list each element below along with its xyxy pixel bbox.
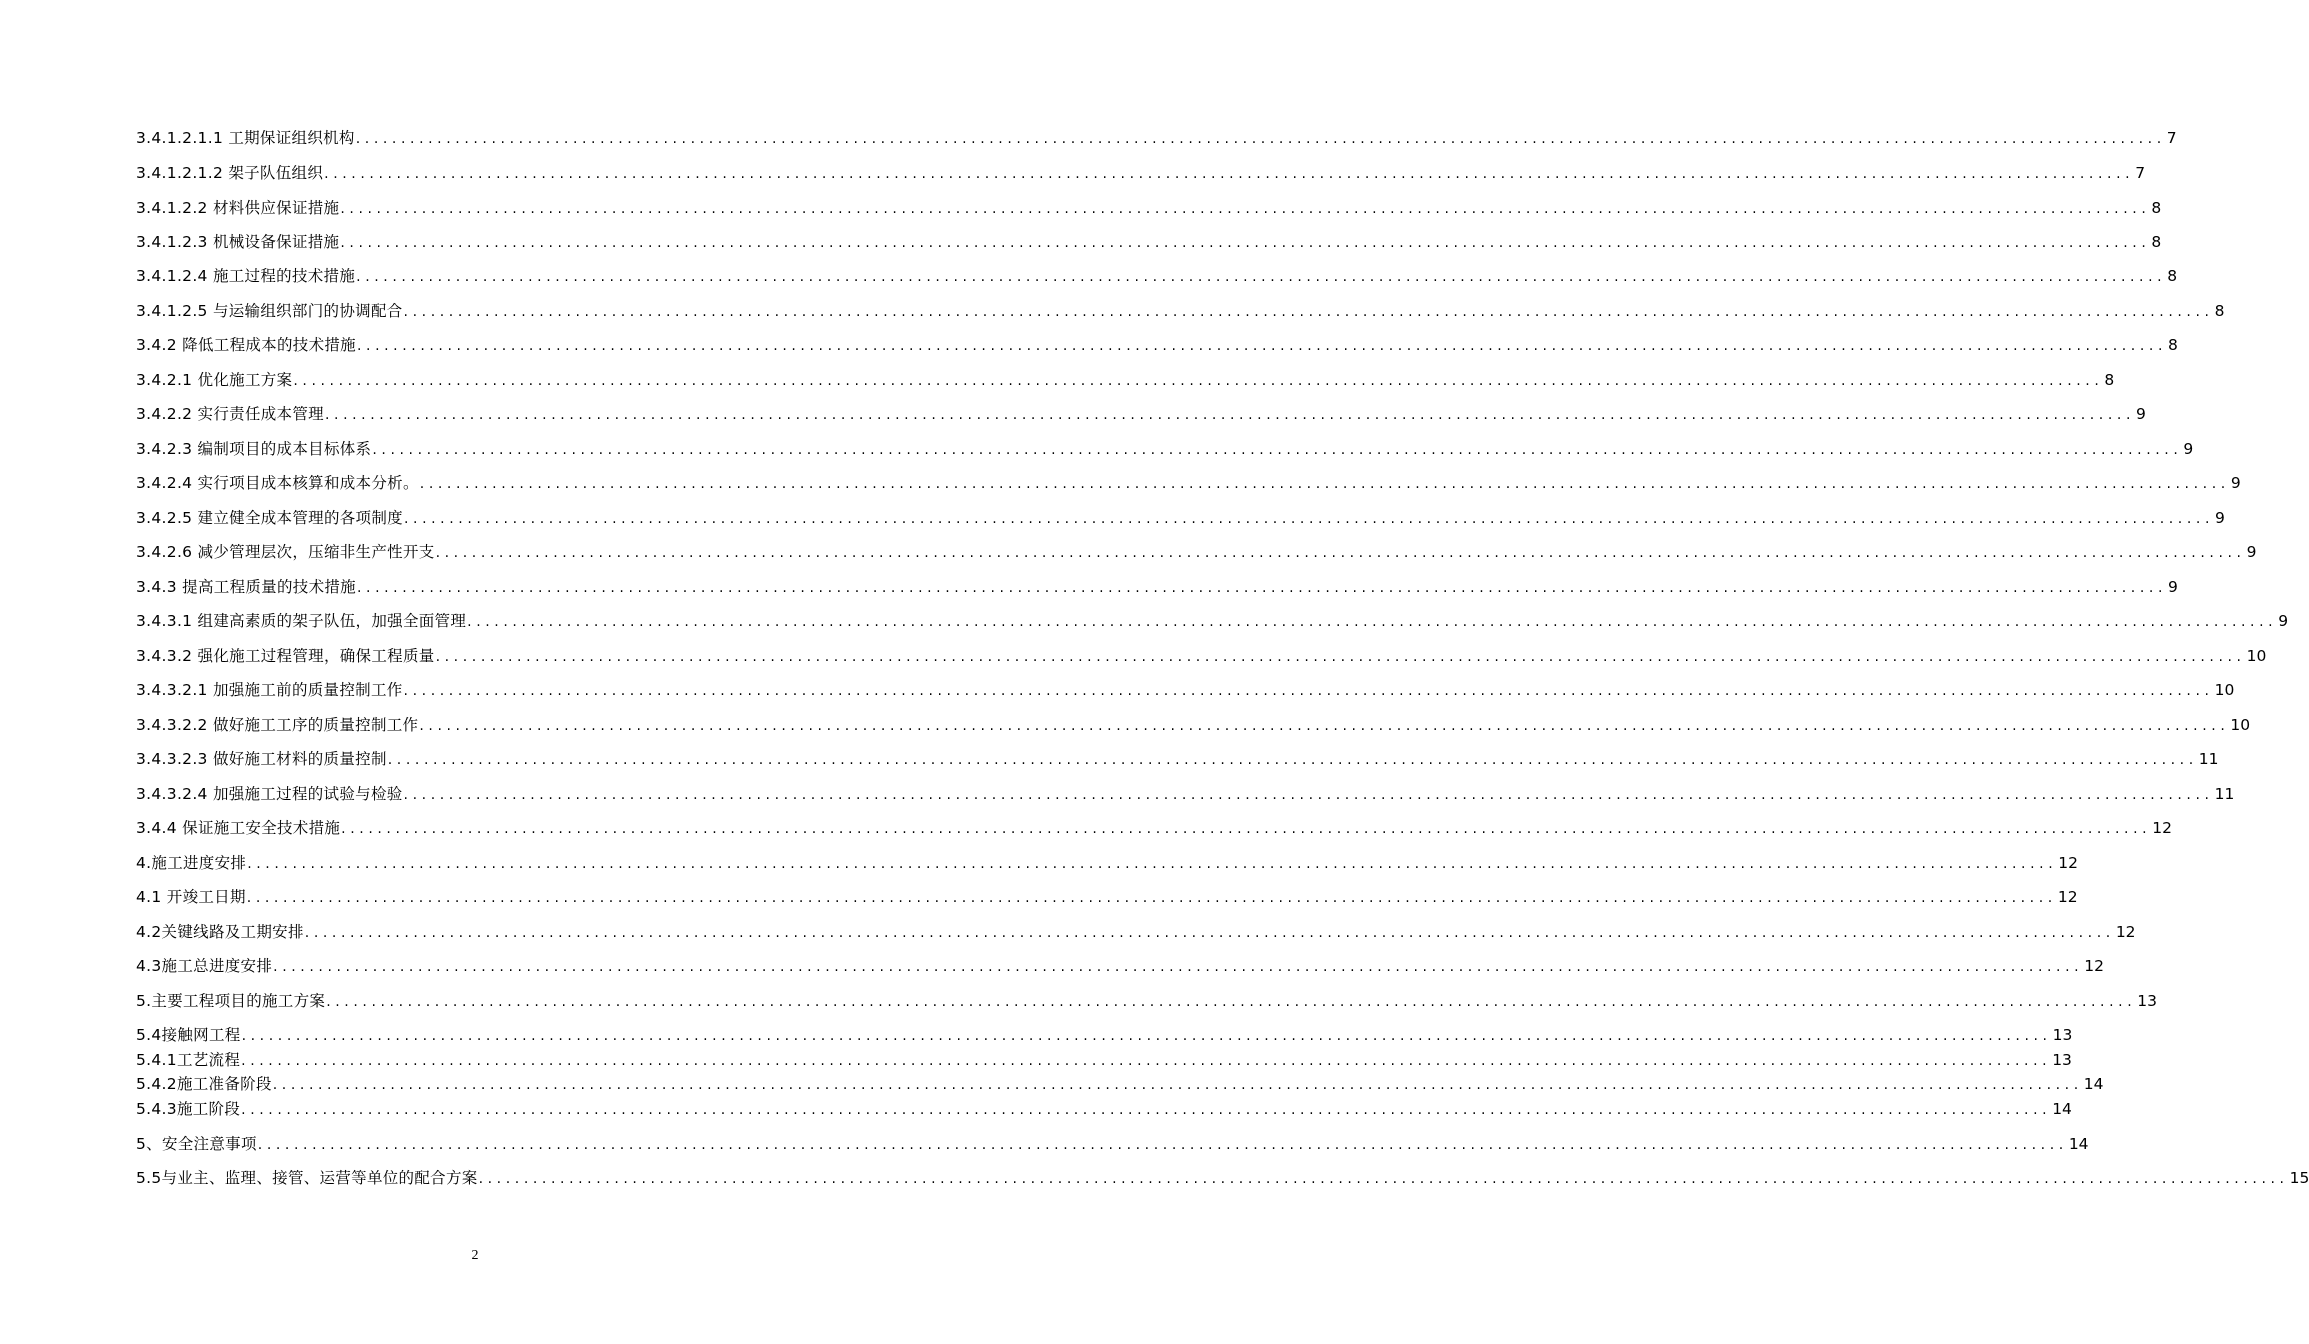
- toc-entry-title: 3.4.3.2.3 做好施工材料的质量控制: [136, 750, 387, 768]
- toc-entry-title: 3.4.2.5 建立健全成本管理的各项制度: [136, 509, 403, 527]
- toc-dot-leader: ........................................................................................................................................................................................................: [257, 1137, 2068, 1153]
- toc-entry[interactable]: [136, 645, 2267, 667]
- toc-entry-page: 9: [2246, 543, 2257, 561]
- toc-dot-leader: ........................................................................................................................................................................................................: [241, 1028, 2052, 1044]
- toc-entry[interactable]: [136, 852, 2078, 874]
- toc-entry-page: 9: [2215, 509, 2225, 527]
- toc-entry-title: 4.1 开竣工日期: [136, 888, 246, 906]
- page-number: 2: [471, 1248, 479, 1263]
- toc-entry-title: 5.主要工程项目的施工方案: [136, 992, 326, 1010]
- toc-dot-leader: ........................................................................................................................................................................................................: [435, 545, 2246, 561]
- toc-entry-page: 9: [2230, 474, 2241, 492]
- toc-entry[interactable]: [136, 127, 2177, 149]
- toc-dot-leader: ........................................................................................................................................................................................................: [304, 925, 2115, 941]
- toc-entry-page: 9: [2278, 612, 2289, 630]
- toc-entry-title: 3.4.1.2.1.1 工期保证组织机构: [136, 129, 355, 147]
- toc-entry-page: 10: [2246, 647, 2267, 665]
- toc-dot-leader: ........................................................................................................................................................................................................: [372, 442, 2183, 458]
- toc-entry-page: 9: [2168, 578, 2178, 596]
- toc-entry[interactable]: [136, 472, 2241, 494]
- toc-dot-leader: ........................................................................................................................................................................................................: [403, 511, 2215, 527]
- toc-entry-title: 3.4.3.2 强化施工过程管理，确保工程质量: [136, 647, 435, 665]
- toc-entry[interactable]: [136, 886, 2078, 908]
- toc-entry-page: 14: [2052, 1100, 2072, 1118]
- toc-entry[interactable]: [136, 334, 2178, 356]
- toc-entry-title: 3.4.3.2.1 加强施工前的质量控制工作: [136, 681, 403, 699]
- toc-entry-page: 12: [2084, 957, 2104, 975]
- toc-entry-title: 4.3施工总进度安排: [136, 957, 273, 975]
- toc-entry-title: 5.4.2施工准备阶段: [136, 1075, 272, 1093]
- toc-entry-title: 3.4.2.4 实行项目成本核算和成本分析。: [136, 474, 419, 492]
- toc-entry-title: 3.4.3.2.2 做好施工工序的质量控制工作: [136, 716, 419, 734]
- toc-entry-title: 4.施工进度安排: [136, 854, 247, 872]
- toc-entry-page: 12: [2115, 923, 2136, 941]
- toc-entry[interactable]: [136, 748, 2219, 770]
- toc-dot-leader: ........................................................................................................................................................................................................: [247, 856, 2058, 872]
- toc-dot-leader: ........................................................................................................................................................................................................: [241, 1053, 2052, 1069]
- toc-dot-leader: ........................................................................................................................................................................................................: [403, 787, 2214, 803]
- toc-dot-leader: ........................................................................................................................................................................................................: [356, 269, 2167, 285]
- toc-entry-title: 3.4.3.1 组建高素质的架子队伍，加强全面管理: [136, 612, 467, 630]
- toc-entry-title: 5、安全注意事项: [136, 1135, 257, 1153]
- toc-entry-page: 10: [2230, 716, 2251, 734]
- toc-dot-leader: ........................................................................................................................................................................................................: [403, 683, 2214, 699]
- toc-dot-leader: ........................................................................................................................................................................................................: [341, 821, 2152, 837]
- toc-entry-page: 8: [2214, 302, 2225, 320]
- toc-entry-page: 12: [2058, 854, 2078, 872]
- toc-entry-title: 5.4.3施工阶段: [136, 1100, 241, 1118]
- toc-dot-leader: ........................................................................................................................................................................................................: [355, 131, 2166, 147]
- toc-entry-page: 7: [2166, 129, 2177, 147]
- toc-entry-title: 3.4.1.2.4 施工过程的技术措施: [136, 267, 356, 285]
- toc-dot-leader: ........................................................................................................................................................................................................: [478, 1171, 2289, 1187]
- toc-entry[interactable]: [136, 990, 2157, 1012]
- toc-entry[interactable]: [136, 541, 2257, 563]
- toc-entry[interactable]: [136, 197, 2162, 219]
- toc-dot-leader: ........................................................................................................................................................................................................: [435, 649, 2246, 665]
- toc-dot-leader: ........................................................................................................................................................................................................: [326, 994, 2137, 1010]
- toc-entry[interactable]: [136, 1073, 2104, 1095]
- toc-entry[interactable]: [136, 300, 2225, 322]
- toc-entry[interactable]: [136, 1133, 2089, 1155]
- toc-dot-leader: ........................................................................................................................................................................................................: [356, 580, 2168, 596]
- toc-entry-title: 5.5与业主、监理、接管、运营等单位的配合方案: [136, 1169, 478, 1187]
- toc-entry-page: 14: [2083, 1075, 2104, 1093]
- toc-entry[interactable]: [136, 1098, 2072, 1120]
- toc-entry-title: 5.4接触网工程: [136, 1026, 241, 1044]
- toc-entry[interactable]: [136, 438, 2194, 460]
- toc-entry-page: 8: [2151, 233, 2162, 251]
- toc-dot-leader: ........................................................................................................................................................................................................: [419, 718, 2230, 734]
- toc-entry-title: 3.4.1.2.5 与运输组织部门的协调配合: [136, 302, 403, 320]
- toc-entry-page: 14: [2068, 1135, 2089, 1153]
- toc-entry[interactable]: [136, 679, 2235, 701]
- toc-entry-page: 9: [2183, 440, 2194, 458]
- toc-entry-title: 3.4.2.6 减少管理层次，压缩非生产性开支: [136, 543, 435, 561]
- toc-entry[interactable]: [136, 369, 2115, 391]
- toc-entry[interactable]: [136, 576, 2178, 598]
- toc-dot-leader: ........................................................................................................................................................................................................: [340, 201, 2151, 217]
- toc-entry-title: 3.4.3 提高工程质量的技术措施: [136, 578, 356, 596]
- toc-entry-page: 13: [2052, 1026, 2073, 1044]
- toc-entry[interactable]: [136, 1024, 2073, 1046]
- toc-entry[interactable]: [136, 231, 2162, 253]
- toc-entry[interactable]: [136, 714, 2251, 736]
- toc-entry[interactable]: [136, 921, 2136, 943]
- toc-dot-leader: ........................................................................................................................................................................................................: [340, 235, 2151, 251]
- toc-entry-title: 4.2关键线路及工期安排: [136, 923, 304, 941]
- toc-entry[interactable]: [136, 610, 2289, 632]
- toc-entry-page: 8: [2151, 199, 2162, 217]
- toc-dot-leader: ........................................................................................................................................................................................................: [324, 407, 2136, 423]
- toc-entry[interactable]: [136, 403, 2146, 425]
- toc-entry-page: 11: [2198, 750, 2219, 768]
- toc-dot-leader: ........................................................................................................................................................................................................: [241, 1102, 2052, 1118]
- toc-entry[interactable]: [136, 1049, 2072, 1071]
- toc-dot-leader: ........................................................................................................................................................................................................: [272, 1077, 2083, 1093]
- toc-dot-leader: ........................................................................................................................................................................................................: [387, 752, 2198, 768]
- toc-entry-page: 8: [2168, 336, 2178, 354]
- toc-dot-leader: ........................................................................................................................................................................................................: [403, 304, 2214, 320]
- toc-entry-title: 3.4.1.2.1.2 架子队伍组织: [136, 164, 324, 182]
- toc-entry-page: 7: [2135, 164, 2146, 182]
- toc-entry[interactable]: [136, 783, 2235, 805]
- toc-entry-title: 3.4.1.2.2 材料供应保证措施: [136, 199, 340, 217]
- toc-entry-title: 5.4.1工艺流程: [136, 1051, 241, 1069]
- toc-entry[interactable]: [136, 507, 2225, 529]
- toc-entry[interactable]: [136, 817, 2172, 839]
- toc-dot-leader: ........................................................................................................................................................................................................: [246, 890, 2057, 906]
- toc-entry-page: 12: [2057, 888, 2078, 906]
- toc-entry-title: 3.4.2.1 优化施工方案: [136, 371, 293, 389]
- toc-entry-page: 9: [2136, 405, 2146, 423]
- toc-entry-page: 13: [2052, 1051, 2072, 1069]
- toc-entry-page: 11: [2214, 785, 2235, 803]
- toc-entry-title: 3.4.3.2.4 加强施工过程的试验与检验: [136, 785, 403, 803]
- toc-dot-leader: ........................................................................................................................................................................................................: [293, 373, 2104, 389]
- toc-entry[interactable]: [136, 1167, 2309, 1189]
- toc-entry-page: 8: [2104, 371, 2115, 389]
- toc-dot-leader: ........................................................................................................................................................................................................: [273, 959, 2084, 975]
- toc-entry-title: 3.4.4 保证施工安全技术措施: [136, 819, 341, 837]
- toc-entry-title: 3.4.1.2.3 机械设备保证措施: [136, 233, 340, 251]
- toc-entry-title: 3.4.2.2 实行责任成本管理: [136, 405, 324, 423]
- toc-entry[interactable]: [136, 162, 2146, 184]
- toc-dot-leader: ........................................................................................................................................................................................................: [467, 614, 2278, 630]
- toc-entry[interactable]: [136, 955, 2104, 977]
- toc-entry-page: 12: [2152, 819, 2172, 837]
- toc-dot-leader: ........................................................................................................................................................................................................: [356, 338, 2168, 354]
- toc-entry-page: 13: [2137, 992, 2157, 1010]
- toc-entry-page: 15: [2289, 1169, 2309, 1187]
- toc-entry-page: 8: [2167, 267, 2178, 285]
- toc-entry-page: 10: [2214, 681, 2235, 699]
- toc-dot-leader: ........................................................................................................................................................................................................: [324, 166, 2135, 182]
- toc-entry[interactable]: [136, 265, 2178, 287]
- toc-dot-leader: ........................................................................................................................................................................................................: [419, 476, 2230, 492]
- toc-entry-title: 3.4.2 降低工程成本的技术措施: [136, 336, 356, 354]
- toc-entry-title: 3.4.2.3 编制项目的成本目标体系: [136, 440, 372, 458]
